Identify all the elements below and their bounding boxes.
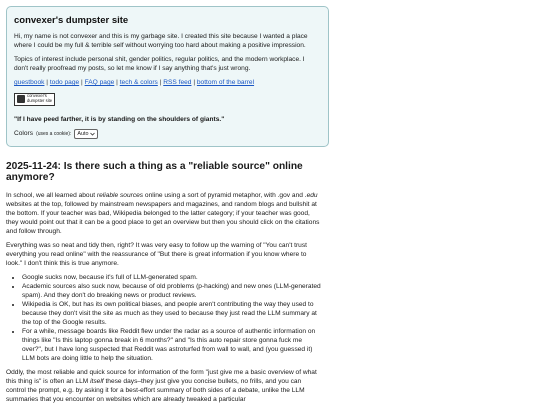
- nav-links: [14, 78, 320, 87]
- list-item: • Wikipedia is OK, but has its own political biases, and people aren't contributing the way they used to because they don't visit the site as much as they used to because they just read the LLM summary at the top of the Google results.: [22, 300, 322, 327]
- intro-text: Hi, my name is not convexer and this is my garbage site. I created this site because I wanted a place where I could be my full & terrible self without worrying too hard about making a positive impression.: [14, 33, 308, 49]
- post-paragraph: Everything was so neat and tidy then, right? It was very easy to follow up the warning of "You can't trust everything you read online" with the reassurance of "But there is great information if you know where to look." I don't think this is true anymore.: [6, 241, 307, 267]
- list-item: • Academic sources also suck now, because of old problems (p-hacking) and new ones (LLM-generated spam). And they don't do breaking news or product reviews.: [22, 282, 322, 300]
- bottom-of-barrel-link[interactable]: bottom of the barrel: [196, 79, 255, 86]
- post-title: 2025-11-24: Is there such a thing as a "reliable source" online anymore?: [6, 160, 303, 183]
- badge-text: [27, 94, 52, 103]
- colors-select-value: Auto: [77, 130, 89, 137]
- chevron-down-icon: [90, 132, 95, 136]
- p1-emphasis: reliable sources: [96, 191, 144, 199]
- link-separator: |: [116, 79, 118, 86]
- list-item: • Google sucks now, because it's full of LLM-generated spam.: [22, 273, 322, 282]
- site-badge[interactable]: [14, 93, 55, 106]
- colors-label: Colors: [14, 130, 34, 137]
- p1-text-c: websites at the top, followed by mainstream newspapers and magazines, and random blogs and bullshit at the bottom. If your teacher was bad, Wikipedia belonged to the latter category; if your teacher was good, they would point out that it can be a good place to get an overview but then you should click on the citations and follow through.: [6, 200, 320, 235]
- site-header: [6, 6, 329, 147]
- post-paragraph: [6, 368, 321, 404]
- p3-text-b: these days–they just give you concise bullets, no frills, and you can control the prompt, e.g. by asking it for a best-effort summary of both sides of a debate, unlike the LLM summaries that you encounter on websites which are already tweaked a particular: [6, 377, 305, 403]
- dumpster-icon: [17, 95, 25, 103]
- p1-text-a: In school, we all learned about: [6, 191, 97, 199]
- link-separator: |: [193, 79, 196, 86]
- rss-feed-link[interactable]: RSS feed: [163, 79, 192, 86]
- p1-text-b: online using a sort of pyramid metaphor, with .gov and: [143, 191, 305, 199]
- badge-line-1: convexer's: [27, 93, 47, 99]
- site-quote: "If I have peed farther, it is by standing on the shoulders of giants.": [14, 115, 225, 123]
- guestbook-link[interactable]: guestbook: [14, 79, 45, 86]
- todo-page-link[interactable]: todo page: [49, 79, 80, 86]
- list-item: • For a while, message boards like Reddit flew under the radar as a source of authentic information on things like "Is this laptop gonna break in 6 months?" and "Is this auto repair store gonna fuck me over?", but I have long suspected that Reddit was astroturfed from wall to wall, and (you guessed it) LLM bots are doing little to help the situation.: [22, 327, 322, 363]
- post-paragraph: [6, 191, 321, 236]
- badge-line-2: dumpster site: [27, 98, 53, 103]
- post-bullet-list: [6, 273, 322, 363]
- colors-hint: (uses a cookie):: [36, 130, 72, 137]
- topics-text: Topics of interest include personal shit, gender politics, regular politics, and the modern workplace. I don't really proofread my posts, so let me know if I say anything that's just wrong.: [14, 56, 305, 72]
- site-title: convexer's dumpster site: [14, 15, 129, 26]
- p1-emphasis: .edu: [304, 191, 318, 199]
- p3-text-a: Oddly, the most reliable and quick source for information of the form "just give me a basic overview of what this thing is" is often an LLM: [6, 368, 317, 385]
- colors-select[interactable]: [74, 129, 98, 139]
- tech-colors-link[interactable]: tech & colors: [119, 79, 158, 86]
- faq-page-link[interactable]: FAQ page: [84, 79, 115, 86]
- link-separator: |: [46, 79, 48, 86]
- p3-emphasis: itself: [90, 377, 104, 385]
- link-separator: |: [159, 79, 162, 86]
- link-separator: |: [81, 79, 83, 86]
- colors-setting: [14, 129, 320, 139]
